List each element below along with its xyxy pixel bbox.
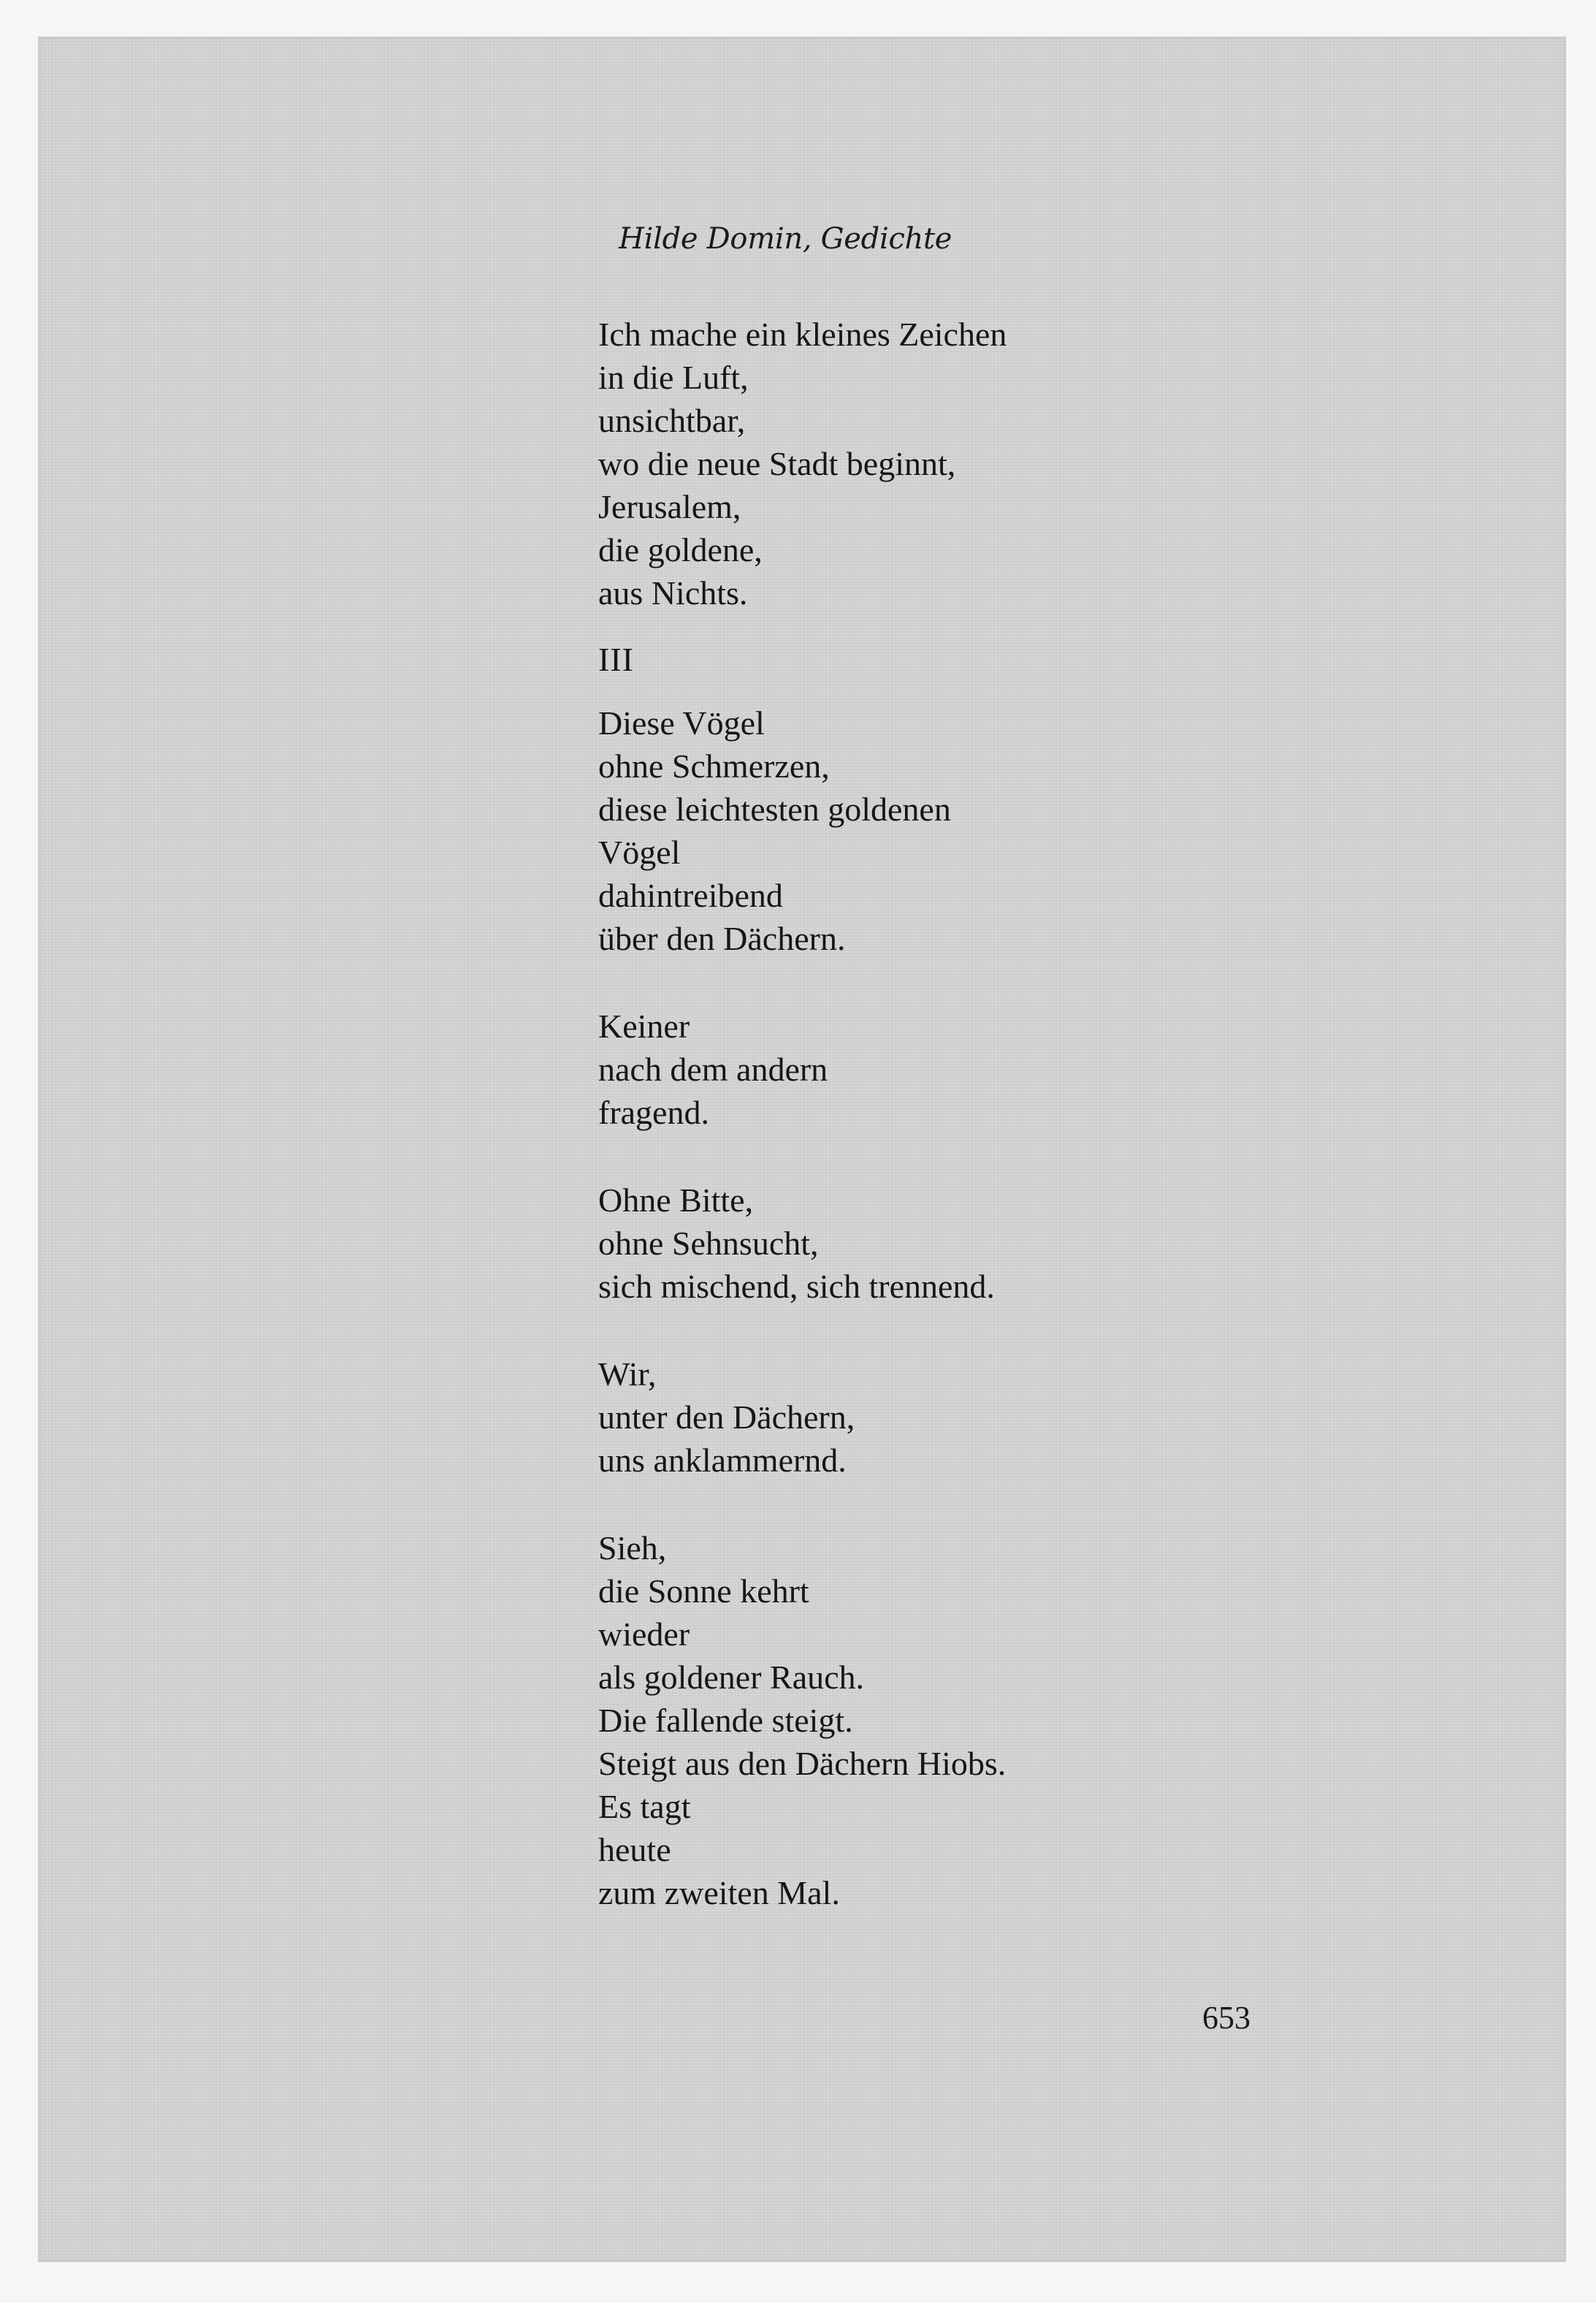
poem-line: diese leichtesten goldenen — [598, 791, 951, 828]
book-page — [38, 37, 1566, 2262]
poem-line: Jerusalem, — [598, 488, 741, 525]
poem-line: als goldener Rauch. — [598, 1659, 865, 1696]
stanza-3 — [598, 1179, 1329, 1308]
poem-line: Sieh, — [598, 1529, 667, 1567]
poem-line: ohne Schmerzen, — [598, 747, 830, 785]
stanza-gap — [598, 960, 1329, 1005]
poem-line: ohne Sehnsucht, — [598, 1225, 819, 1262]
page-number: 653 — [1202, 2000, 1251, 2036]
poem-line: die Sonne kehrt — [598, 1572, 809, 1610]
poem-line: uns anklammernd. — [598, 1442, 847, 1479]
poem-line: über den Dächern. — [598, 920, 846, 957]
stanza-gap — [598, 1482, 1329, 1526]
poem-line: die goldene, — [598, 531, 763, 568]
poem-line: wieder — [598, 1615, 690, 1653]
poem-line: in die Luft, — [598, 359, 749, 396]
poem-line: nach dem andern — [598, 1051, 828, 1088]
stanza-gap — [598, 1134, 1329, 1179]
poem-line: unter den Dächern, — [598, 1398, 855, 1436]
poem-line: Vögel — [598, 834, 681, 871]
poem-line: fragend. — [598, 1094, 709, 1131]
poem-line: dahintreibend — [598, 877, 783, 914]
poem-line: zum zweiten Mal. — [598, 1874, 840, 1911]
stanza-2 — [598, 1005, 1329, 1134]
stanza-gap — [598, 1308, 1329, 1352]
stanza-4 — [598, 1352, 1329, 1482]
poem-line: sich mischend, sich trennend. — [598, 1268, 995, 1305]
stanza-5 — [598, 1526, 1329, 1914]
poem-line: Es tagt — [598, 1788, 691, 1825]
poem-line: Diese Vögel — [598, 704, 765, 742]
poem-line: Steigt aus den Dächern Hiobs. — [598, 1745, 1007, 1782]
poem-line: heute — [598, 1831, 671, 1868]
stanza-gap — [598, 614, 1329, 638]
poem-line: wo die neue Stadt beginnt, — [598, 445, 956, 482]
poem-line: unsichtbar, — [598, 402, 746, 439]
poem-line: aus Nichts. — [598, 574, 748, 612]
stanza-1 — [598, 701, 1329, 960]
section-number: III — [598, 641, 634, 678]
stanza-gap — [598, 681, 1329, 701]
poem-line: Die fallende steigt. — [598, 1702, 853, 1739]
poem-line: Wir, — [598, 1355, 657, 1393]
poem-body — [598, 313, 1329, 1914]
poem-line: Ohne Bitte, — [598, 1181, 754, 1219]
running-head: Hilde Domin, Gedichte — [619, 222, 952, 256]
opening-stanza — [598, 313, 1329, 614]
poem-line: Keiner — [598, 1008, 690, 1045]
poem-line: Ich mache ein kleines Zeichen — [598, 316, 1007, 353]
